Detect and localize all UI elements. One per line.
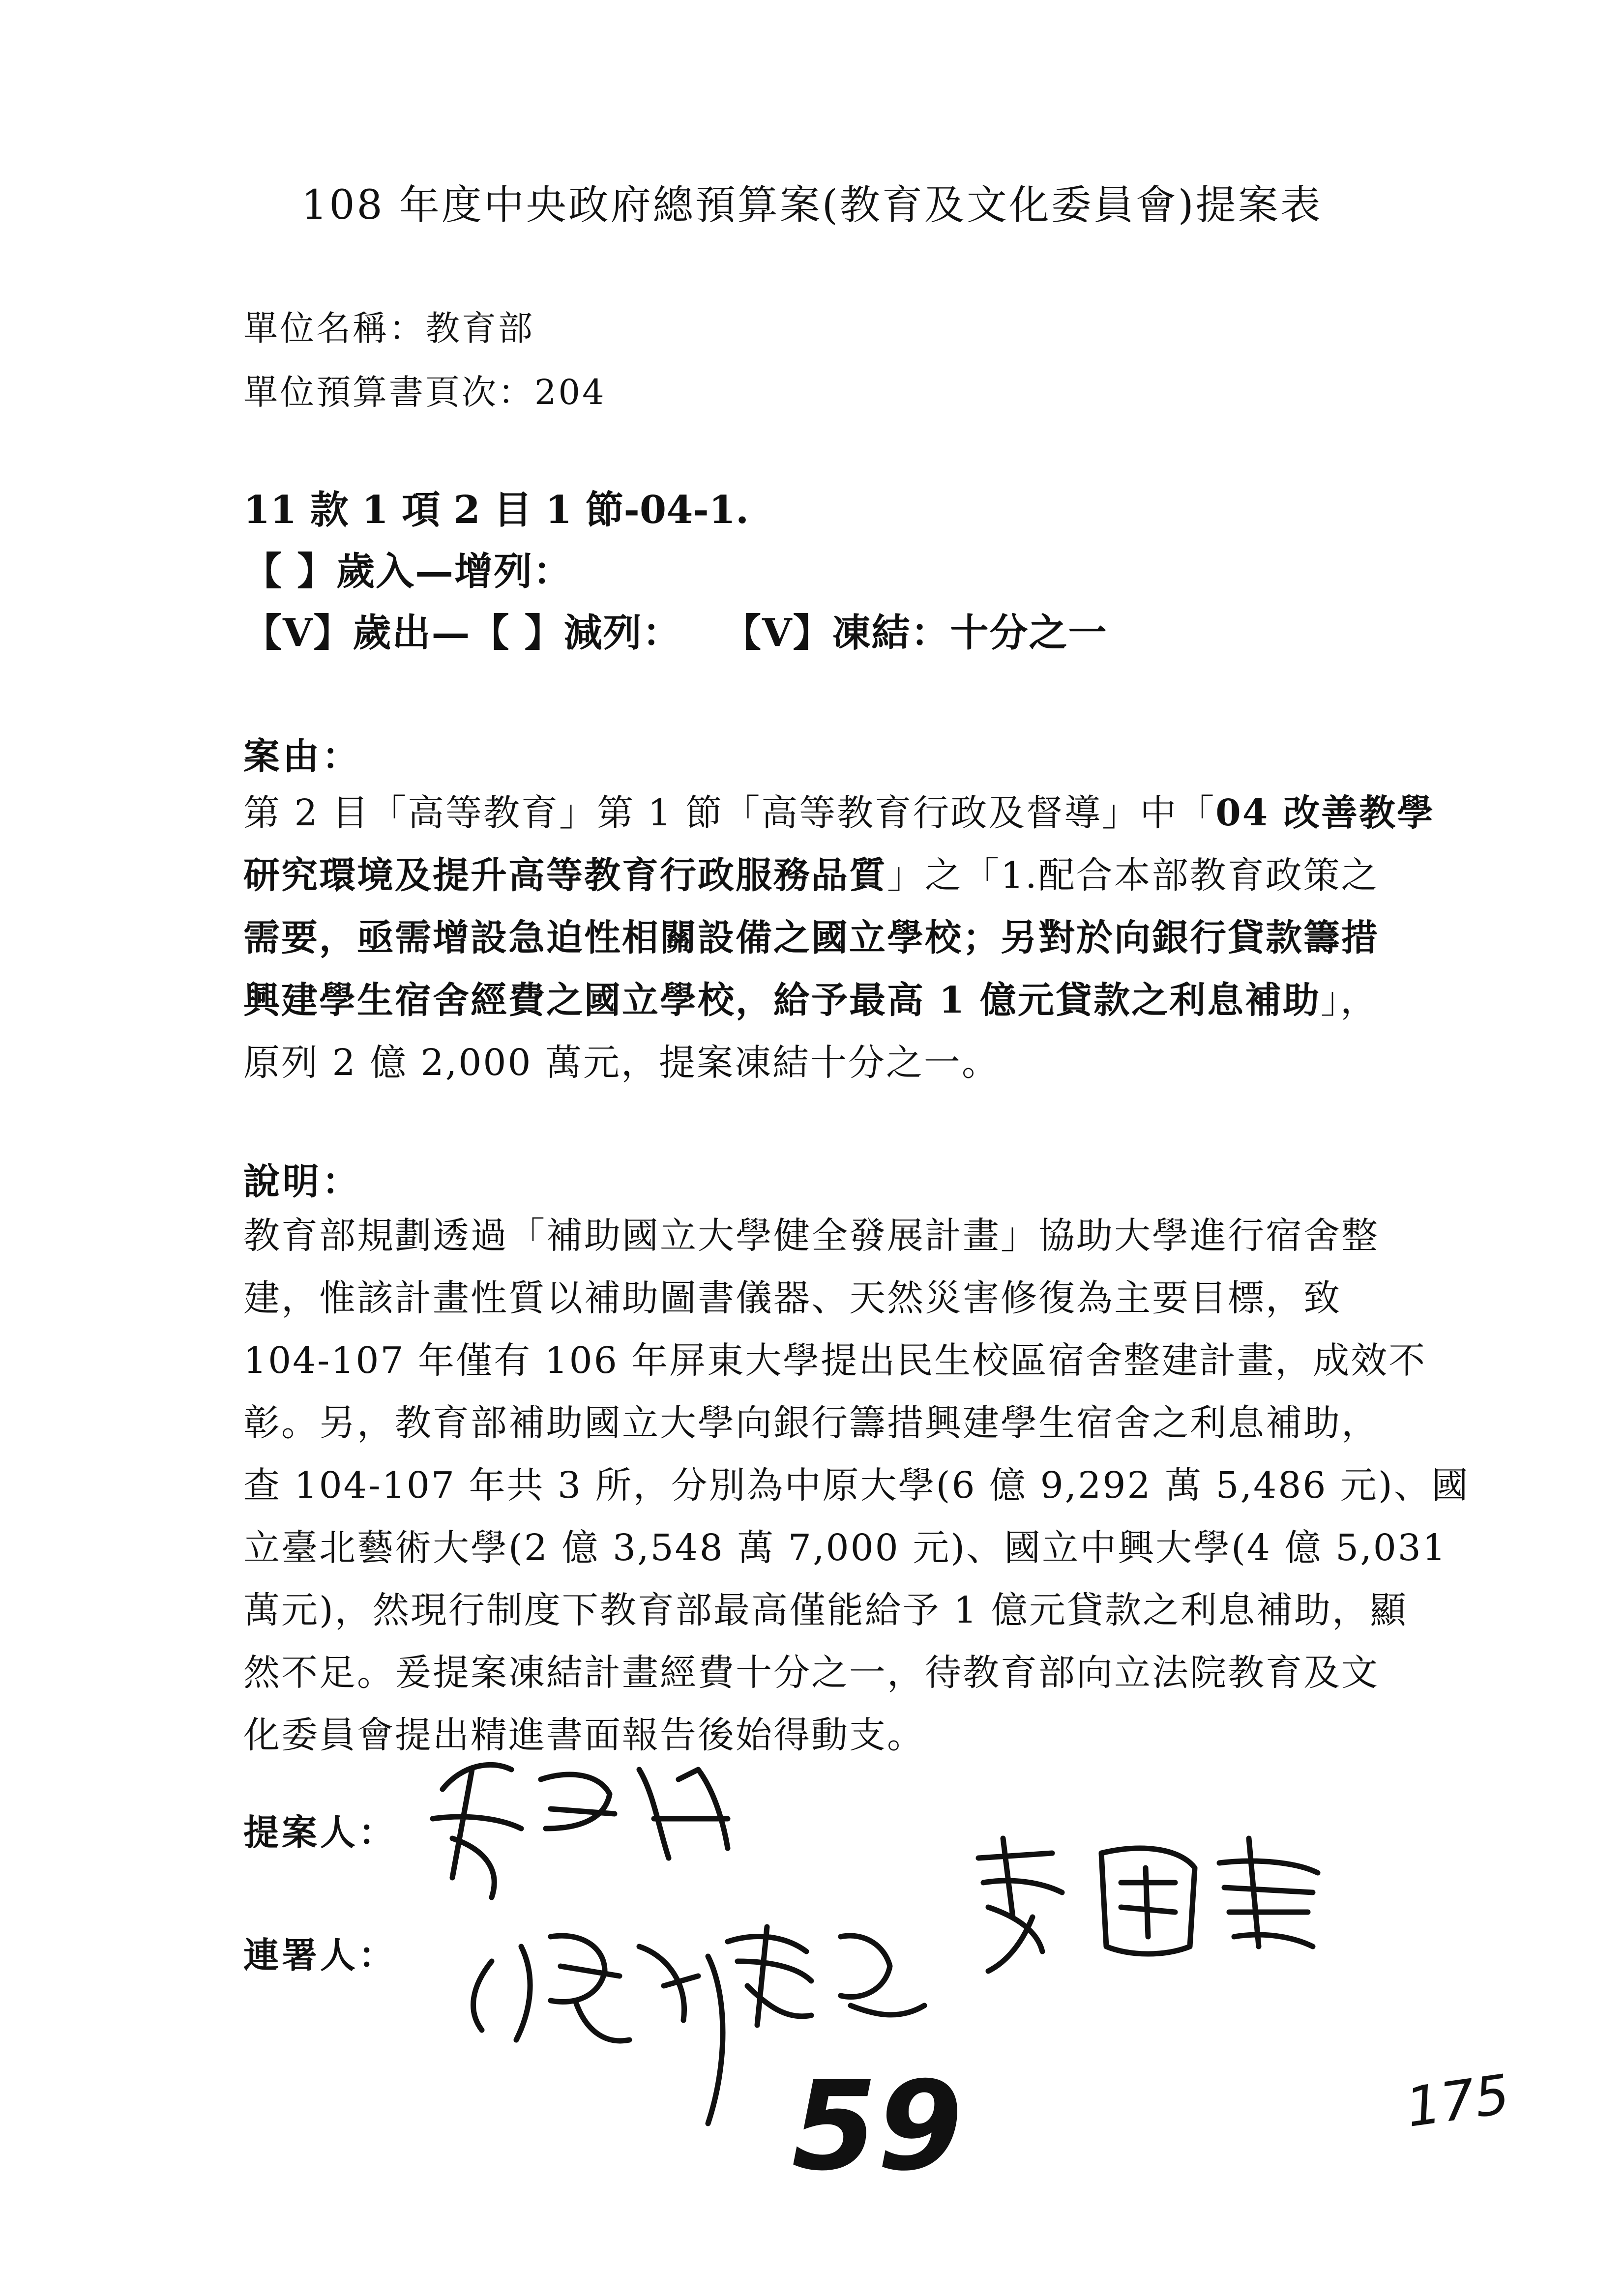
explanation-line: 然不足。爰提案凍結計畫經費十分之一，待教育部向立法院教育及文 — [243, 1652, 1379, 1694]
freeze-flag: 【V】凍結：十分之一 — [723, 610, 1108, 655]
page-title: 108 年度中央政府總預算案(教育及文化委員會)提案表 — [301, 182, 1323, 229]
reason-line-after: 」之「1.配合本部教育政策之 — [887, 854, 1379, 897]
explanation-line: 查 104-107 年共 3 所，分別為中原大學(6 億 9,292 萬 5,486 元)、國 — [243, 1464, 1470, 1507]
explanation-line: 萬元)，然現行制度下教育部最高僅能給予 1 億元貸款之利息補助，顯 — [243, 1589, 1408, 1631]
signature-proposer — [433, 1765, 728, 1897]
explanation-line: 教育部規劃透過「補助國立大學健全發展計畫」協助大學進行宿舍整 — [243, 1215, 1379, 1257]
item-code: 11 款 1 項 2 目 1 節-04-1. — [243, 488, 749, 532]
signature-cosigner-3 — [978, 1838, 1318, 1971]
explanation-line: 104-107 年僅有 106 年屏東大學提出民生校區宿舍整建計畫，成效不 — [243, 1339, 1427, 1382]
handwritten-corner-number: 175 — [1402, 2063, 1513, 2139]
reason-line-bold: 需要，亟需增設急迫性相關設備之國立學校；另對於向銀行貸款籌措 — [243, 917, 1379, 959]
explanation-line: 彰。另，教育部補助國立大學向銀行籌措興建學生宿舍之利息補助， — [243, 1402, 1379, 1444]
reason-line-bold: 04 改善教學 — [1215, 792, 1435, 834]
handwritten-bracket — [708, 1956, 723, 2123]
cosigner-label: 連署人： — [243, 1934, 397, 1976]
unit-name: 單位名稱：教育部 — [243, 308, 534, 349]
reason-line-bold: 興建學生宿舍經費之國立學校，給予最高 1 億元貸款之利息補助 — [243, 979, 1321, 1021]
explanation-heading: 說明： — [243, 1161, 361, 1203]
revenue-flag: 【 】歲入—增列： — [243, 549, 573, 594]
reason-line-text: 原列 2 億 2,000 萬元，提案凍結十分之一。 — [243, 1042, 1000, 1084]
explanation-line: 立臺北藝術大學(2 億 3,548 萬 7,000 元)、國立中興大學(4 億 5,031 — [243, 1527, 1447, 1569]
explanation-line: 建，惟該計畫性質以補助圖書儀器、天然災害修復為主要目標，致 — [243, 1277, 1341, 1319]
expenditure-flag: 【V】歲出—【 】減列： — [243, 610, 682, 655]
signature-cosigner-2 — [728, 1927, 924, 2025]
explanation-line: 化委員會提出精進書面報告後始得動支。 — [243, 1714, 925, 1756]
reason-line-after: 」， — [1321, 979, 1379, 1021]
budget-page: 單位預算書頁次：204 — [243, 372, 606, 412]
reason-heading: 案由： — [243, 735, 361, 778]
reason-line-text: 第 2 目「高等教育」第 1 節「高等教育行政及督導」中「 — [243, 792, 1216, 834]
handwritten-page-number: 59 — [792, 2055, 963, 2198]
reason-line-bold: 研究環境及提升高等教育行政服務品質 — [243, 854, 887, 897]
proposer-label: 提案人： — [243, 1811, 397, 1853]
signature-cosigner-1 — [473, 1936, 698, 2041]
